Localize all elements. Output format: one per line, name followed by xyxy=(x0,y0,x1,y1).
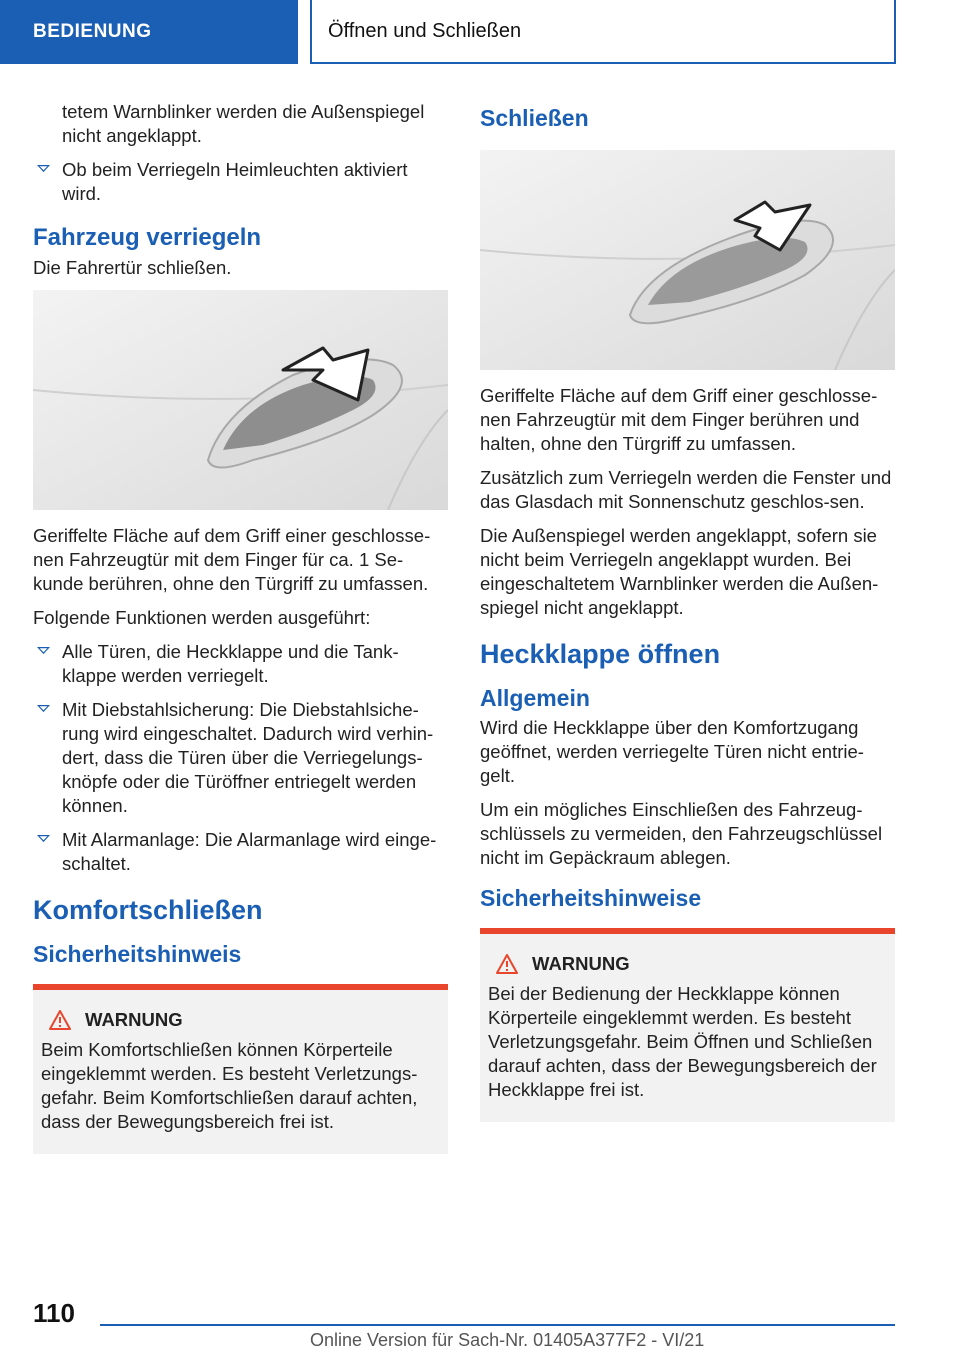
door-handle-illustration xyxy=(33,290,448,510)
paragraph: Um ein mögliches Einschließen des Fahrzeug-schlüssels zu vermeiden, den Fahrzeugschlüssel nicht im Gepäckraum ablegen. xyxy=(480,799,883,868)
bullet-triangle-icon xyxy=(37,705,50,712)
list-item-text: Mit Diebstahlsicherung: Die Diebstahlsiche-rung wird eingeschaltet. Dadurch wird verhin-dert, dass die Türen über die Verriegelungs-knöpfe oder die Türöffner entriegelt werden können. xyxy=(62,699,434,816)
page-title: Öffnen und Schließen xyxy=(310,0,896,64)
image-caption: Geriffelte Fläche auf dem Griff einer geschlosse-nen Fahrzeugtür mit dem Finger für ca. 1 Se-kunde berühren, ohne den Türgriff zu umfassen. xyxy=(33,525,431,594)
footer-divider xyxy=(100,1324,895,1326)
heading-closing: Schließen xyxy=(480,105,589,131)
footer-version: Online Version für Sach-Nr. 01405A377F2 - VI/21 xyxy=(310,1330,705,1350)
warning-label: WARNUNG xyxy=(85,1009,183,1030)
list-item xyxy=(33,828,448,876)
warning-label: WARNUNG xyxy=(532,953,630,974)
bullet-triangle-icon xyxy=(37,165,50,172)
door-handle-image xyxy=(480,150,895,370)
bullet-triangle-icon xyxy=(37,835,50,842)
left-column xyxy=(33,100,448,1154)
list-item xyxy=(33,640,448,688)
warning-header xyxy=(41,1008,440,1032)
right-column xyxy=(480,100,895,1122)
warning-triangle-icon xyxy=(49,1010,71,1030)
bullet-triangle-icon xyxy=(37,647,50,654)
list-item xyxy=(33,698,448,818)
heading-comfort-closing: Komfortschließen xyxy=(33,895,263,925)
heading-general: Allgemein xyxy=(480,685,590,711)
warning-text: Beim Komfortschließen können Körperteile eingeklemmt werden. Es besteht Verletzungs-gefahr. Beim Komfortschließen darauf achten, dass der Bewegungsbereich frei ist. xyxy=(41,1039,418,1132)
heading-lock-vehicle: Fahrzeug verriegeln xyxy=(33,224,262,251)
paragraph: Die Außenspiegel werden angeklappt, sofern sie nicht beim Verriegeln angeklappt wurden. Bei eingeschaltetem Warnblinker werden die Außen-spiegel nicht angeklappt. xyxy=(480,525,879,618)
door-handle-image xyxy=(33,290,448,510)
list-item-text: Alle Türen, die Heckklappe und die Tank-klappe werden verriegelt. xyxy=(62,641,399,686)
heading-safety-note: Sicherheitshinweis xyxy=(33,941,242,967)
list-item xyxy=(33,158,448,206)
warning-box xyxy=(480,928,895,1122)
section-tab: BEDIENUNG xyxy=(0,0,298,64)
warning-header xyxy=(488,952,887,976)
paragraph: Die Fahrertür schließen. xyxy=(33,257,232,278)
warning-box xyxy=(33,984,448,1154)
continued-text: tetem Warnblinker werden die Außenspiegel nicht angeklappt. xyxy=(62,101,425,146)
image-caption: Geriffelte Fläche auf dem Griff einer geschlosse-nen Fahrzeugtür mit dem Finger berühren und halten, ohne den Türgriff zu umfassen. xyxy=(480,385,878,454)
heading-open-tailgate: Heckklappe öffnen xyxy=(480,639,721,669)
list-item-text: Ob beim Verriegeln Heimleuchten aktiviert wird. xyxy=(62,159,408,204)
paragraph: Zusätzlich zum Verriegeln werden die Fenster und das Glasdach mit Sonnenschutz geschlos-sen. xyxy=(480,467,892,512)
heading-safety-notes: Sicherheitshinweise xyxy=(480,885,702,911)
paragraph: Wird die Heckklappe über den Komfortzugang geöffnet, werden verriegelte Türen nicht entrie-gelt. xyxy=(480,717,864,786)
functions-intro: Folgende Funktionen werden ausgeführt: xyxy=(33,607,371,628)
door-handle-illustration xyxy=(480,150,895,370)
warning-triangle-icon xyxy=(496,954,518,974)
warning-text: Bei der Bedienung der Heckklappe können Körperteile eingeklemmt werden. Es besteht Verletzungsgefahr. Beim Öffnen und Schließen darauf achten, dass der Bewegungsbereich der Heckklappe frei ist. xyxy=(488,983,877,1100)
page-number: 110 xyxy=(33,1298,75,1328)
list-item-text: Mit Alarmanlage: Die Alarmanlage wird einge-schaltet. xyxy=(62,829,437,874)
